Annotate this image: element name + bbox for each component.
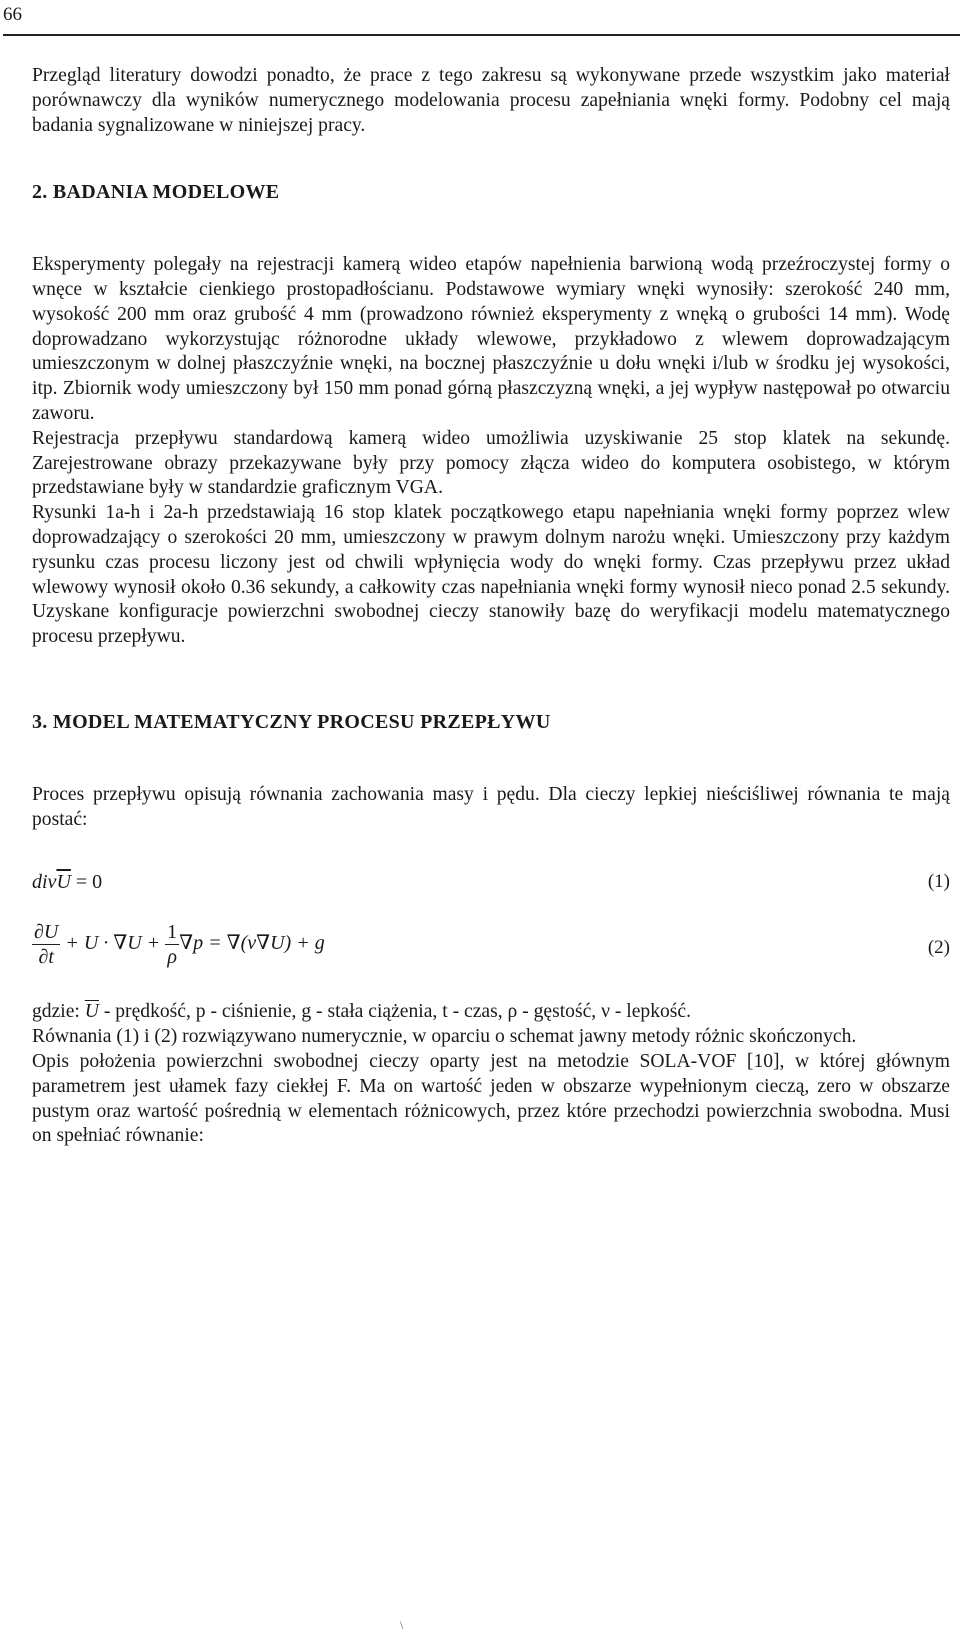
eq2-frac-2-num: 1: [167, 921, 178, 944]
footer-mark: \: [400, 1618, 404, 1632]
where-var: $\overline{U}$: [84, 1001, 99, 1023]
eq1-rhs: = 0: [70, 871, 103, 894]
section-2-paragraph-1: Eksperymenty polegały na rejestracji kamerą wideo etapów napełnienia barwioną wodą przeźroczystej formy o wnęce w kształcie cienkiego prostopadłościanu. Podstawowe wymiary wnęki wynosiły: szerokość 240 mm, wysokość 200 mm oraz grubość 4 mm (prowadzono również eksperymenty z wnęką o grubości 14 mm). Wodę doprowadzano wykorzystując różnorodne układy wlewowe, przykładowo z wlewem doprowadzającym umieszczonym w dolnej płaszczyźnie wnęki, na bocznej płaszczyźnie u dołu wnęki i/lub w środku jej wysokości, itp. Zbiornik wody umieszczony był 150 mm ponad górną płaszczyzną wnęki, a jej wypływ następował po otwarciu zaworu.: [32, 254, 950, 424]
eq1-var: $\overline{U}$: [56, 871, 71, 894]
section-3-paragraph-1: Równania (1) i (2) rozwiązywano numerycznie, w oparciu o schemat jawny metody różnic skończonych.: [32, 1026, 857, 1048]
eq2-number: (2): [927, 937, 950, 959]
where-prefix: gdzie:: [32, 1001, 85, 1023]
intro-paragraph: Przegląd literatury dowodzi ponadto, że prace z tego zakresu są wykonywane przede wszystkim jako materiał porównawczy dla wyników numerycznego modelowania procesu zapełniania wnęki formy. Podobny cel mają badania sygnalizowane w niniejszej pracy.: [32, 65, 950, 136]
page-number: 66: [3, 4, 22, 25]
eq2-frac-2-den: ρ: [167, 946, 177, 969]
eq2-frac-1-num: ∂U: [34, 921, 59, 944]
eq2-term-3: ∇p = ∇(ν∇U) + g: [179, 932, 325, 955]
section-2-paragraph-2: Rejestracja przepływu standardową kamerą wideo umożliwia uzyskiwanie 25 stop klatek na sekundę. Zarejestrowane obrazy przekazywane były przy pomocy złącza wideo do komputera osobistego, w którym przedstawiane były w standardzie graficznym VGA.: [32, 427, 950, 499]
section-3-heading: 3. MODEL MATEMATYCZNY PROCESU PRZEPŁYWU: [32, 710, 551, 733]
header-rule: [3, 34, 960, 36]
eq2-term-2: + U · ∇U +: [60, 932, 166, 955]
section-2-paragraph-3: Rysunki 1a-h i 2a-h przedstawiają 16 stop klatek początkowego etapu napełniania wnęki formy poprzez wlew doprowadzający o szerokości 20 mm, umieszczony w prawym dolnym narożu wnęki. Umieszczony przy każdym rysunku czas procesu liczony jest od chwili wpłynięcia wody do wnęki formy. Czas przepływu przez układ wlewowy wynosił około 0.36 sekundy, a całkowity czas napełniania wnęki formy wynosił nieco ponad 2.5 sekundy. Uzyskane konfiguracje powierzchni swobodnej cieczy stanowiły bazę do weryfikacji modelu matematycznego procesu przepływu.: [32, 502, 950, 648]
eq2-frac-1: [32, 920, 60, 969]
eq1-lhs: div: [32, 871, 57, 894]
where-line: [32, 1000, 950, 1025]
eq2-frac-1-den: ∂t: [38, 946, 54, 969]
eq2-frac-2: [165, 920, 179, 969]
where-rest: - prędkość, p - ciśnienie, g - stała ciążenia, t - czas, ρ - gęstość, ν - lepkość.: [98, 1001, 692, 1023]
section-3-paragraph-2: Opis położenia powierzchni swobodnej cieczy oparty jest na metodzie SOLA-VOF [10], w której głównym parametrem jest ułamek fazy ciekłej F. Ma on wartość jeden w obszarze wypełnionym cieczą, zero w obszarze pustym oraz wartość pośrednią w elementach różnicowych, przez które przechodzi powierzchnia swobodna. Musi on spełniać równanie:: [32, 1050, 950, 1147]
section-2-heading: 2. BADANIA MODELOWE: [32, 181, 280, 204]
eq1-number: (1): [927, 871, 950, 893]
equation-1: [32, 870, 950, 910]
page-content: [32, 64, 950, 1149]
section-3-intro: Proces przepływu opisują równania zachowania masy i pędu. Dla cieczy lepkiej nieściśliwej równania te mają postać:: [32, 783, 950, 830]
equation-2: [32, 920, 950, 980]
